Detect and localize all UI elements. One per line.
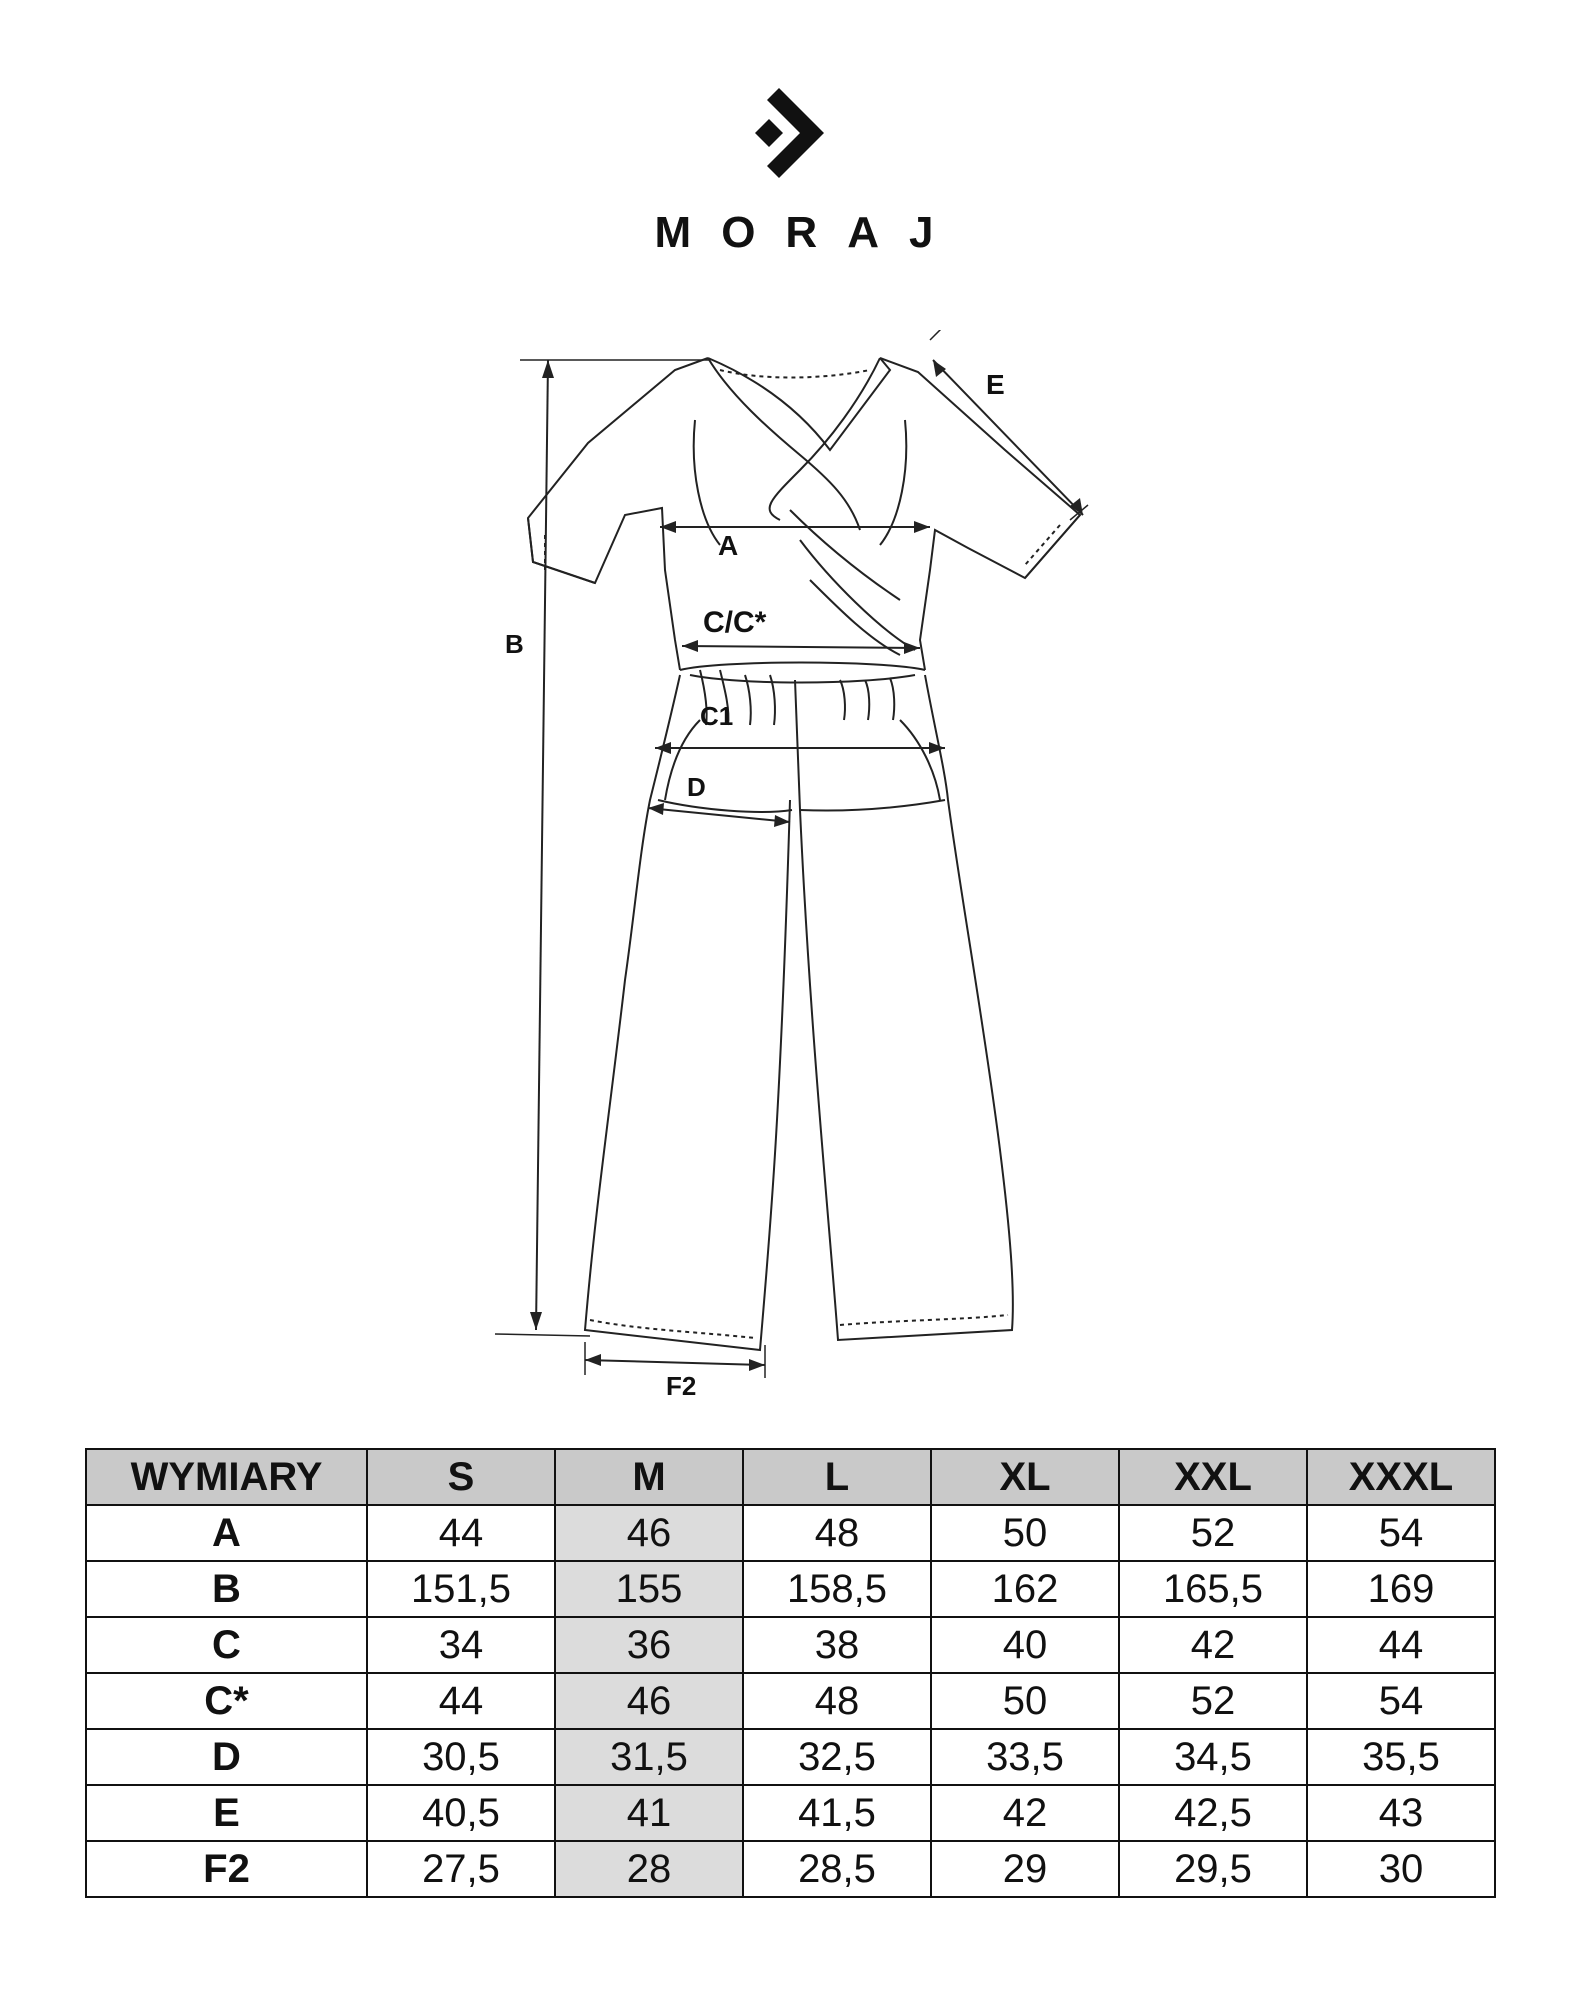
- table-cell: 50: [931, 1673, 1119, 1729]
- table-cell: 42,5: [1119, 1785, 1307, 1841]
- label-a: A: [718, 530, 739, 561]
- header-label: WYMIARY: [86, 1449, 367, 1505]
- table-cell: 34,5: [1119, 1729, 1307, 1785]
- table-cell: 46: [555, 1505, 743, 1561]
- table-cell: 54: [1307, 1673, 1495, 1729]
- table-cell: 169: [1307, 1561, 1495, 1617]
- table-cell: 36: [555, 1617, 743, 1673]
- table-cell: 52: [1119, 1505, 1307, 1561]
- label-b: B: [505, 629, 524, 659]
- table-cell: 43: [1307, 1785, 1495, 1841]
- table-cell: 44: [367, 1505, 555, 1561]
- jumpsuit-measurement-diagram: [0, 330, 1588, 1410]
- table-cell: 158,5: [743, 1561, 931, 1617]
- table-cell: 41,5: [743, 1785, 931, 1841]
- table-cell: 27,5: [367, 1841, 555, 1897]
- label-e: E: [986, 369, 1005, 400]
- table-row: [86, 1729, 1495, 1785]
- table-cell: 29: [931, 1841, 1119, 1897]
- table-cell: 40: [931, 1617, 1119, 1673]
- table-cell: 33,5: [931, 1729, 1119, 1785]
- size-header: M: [555, 1449, 743, 1505]
- table-cell: 165,5: [1119, 1561, 1307, 1617]
- table-cell: 54: [1307, 1505, 1495, 1561]
- size-table: [85, 1448, 1496, 1898]
- size-header: S: [367, 1449, 555, 1505]
- size-header: XXL: [1119, 1449, 1307, 1505]
- table-cell: 42: [931, 1785, 1119, 1841]
- table-cell: 48: [743, 1505, 931, 1561]
- table-cell: 44: [367, 1673, 555, 1729]
- table-row: [86, 1841, 1495, 1897]
- table-cell: 52: [1119, 1673, 1307, 1729]
- row-label: C*: [86, 1673, 367, 1729]
- table-cell: 35,5: [1307, 1729, 1495, 1785]
- table-cell: 151,5: [367, 1561, 555, 1617]
- table-cell: 34: [367, 1617, 555, 1673]
- table-cell: 38: [743, 1617, 931, 1673]
- table-row: [86, 1617, 1495, 1673]
- row-label: D: [86, 1729, 367, 1785]
- size-header: XXXL: [1307, 1449, 1495, 1505]
- size-table-header-row: [86, 1449, 1495, 1505]
- table-cell: 44: [1307, 1617, 1495, 1673]
- table-cell: 40,5: [367, 1785, 555, 1841]
- label-d: D: [687, 772, 706, 802]
- row-label: C: [86, 1617, 367, 1673]
- moraj-chevron-logo-icon: [749, 88, 839, 178]
- label-c1: C1: [700, 701, 734, 731]
- table-row: [86, 1505, 1495, 1561]
- row-label: A: [86, 1505, 367, 1561]
- row-label: E: [86, 1785, 367, 1841]
- table-cell: 155: [555, 1561, 743, 1617]
- table-cell: 46: [555, 1673, 743, 1729]
- table-cell: 30: [1307, 1841, 1495, 1897]
- table-cell: 50: [931, 1505, 1119, 1561]
- size-header: L: [743, 1449, 931, 1505]
- table-cell: 28: [555, 1841, 743, 1897]
- size-header: XL: [931, 1449, 1119, 1505]
- table-row: [86, 1561, 1495, 1617]
- table-cell: 32,5: [743, 1729, 931, 1785]
- table-cell: 41: [555, 1785, 743, 1841]
- table-cell: 30,5: [367, 1729, 555, 1785]
- jumpsuit-drawing: [0, 330, 1588, 1410]
- table-row: [86, 1673, 1495, 1729]
- row-label: F2: [86, 1841, 367, 1897]
- table-row: [86, 1785, 1495, 1841]
- table-cell: 31,5: [555, 1729, 743, 1785]
- brand-logo: [0, 88, 1588, 178]
- label-f2: F2: [666, 1371, 697, 1401]
- table-cell: 48: [743, 1673, 931, 1729]
- row-label: B: [86, 1561, 367, 1617]
- table-cell: 28,5: [743, 1841, 931, 1897]
- label-c: C/C*: [703, 606, 767, 639]
- brand-name: MORAJ: [654, 208, 964, 257]
- table-cell: 162: [931, 1561, 1119, 1617]
- table-cell: 29,5: [1119, 1841, 1307, 1897]
- table-cell: 42: [1119, 1617, 1307, 1673]
